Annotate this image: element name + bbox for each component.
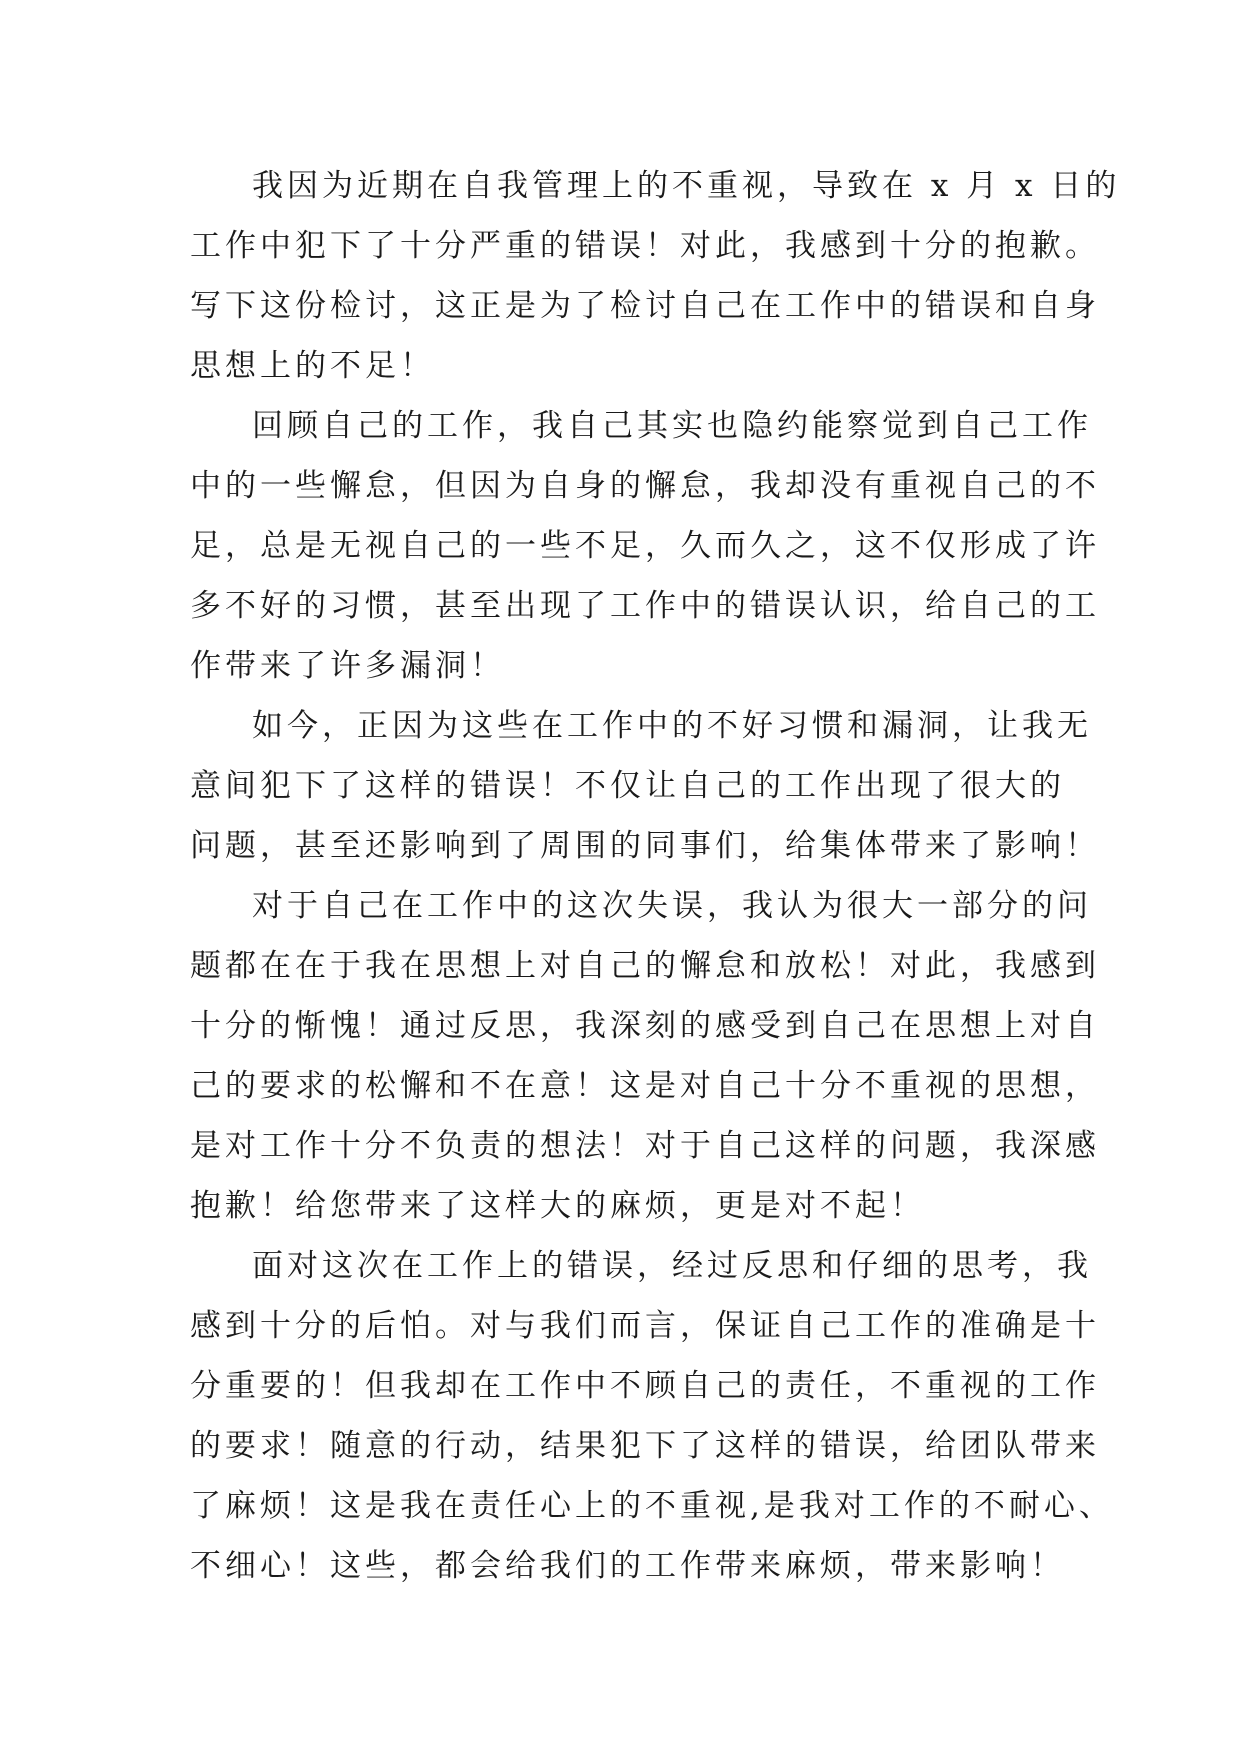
- paragraph-5: [190, 1236, 1114, 1596]
- paragraph-1: [190, 156, 1121, 396]
- text-line: 的要求！随意的行动，结果犯下了这样的错误，给团队带来: [190, 1428, 1100, 1464]
- text-line: 中的一些懈怠，但因为自身的懈怠，我却没有重视自己的不: [190, 468, 1100, 504]
- text-line: 了麻烦！这是我在责任心上的不重视,是我对工作的不耐心、: [190, 1488, 1114, 1524]
- text-line: 工作中犯下了十分严重的错误！对此，我感到十分的抱歉。: [190, 228, 1100, 264]
- text-line: 我因为近期在自我管理上的不重视，导致在 x 月 x 日的: [252, 168, 1121, 204]
- text-line: 问题，甚至还影响到了周围的同事们，给集体带来了影响！: [190, 828, 1100, 864]
- text-line: 对于自己在工作中的这次失误，我认为很大一部分的问: [252, 888, 1092, 924]
- text-line: 分重要的！但我却在工作中不顾自己的责任，不重视的工作: [190, 1368, 1100, 1404]
- text-line: 感到十分的后怕。对与我们而言，保证自己工作的准确是十: [190, 1308, 1100, 1344]
- text-line: 思想上的不足！: [190, 348, 435, 384]
- text-line: 己的要求的松懈和不在意！这是对自己十分不重视的思想，: [190, 1068, 1100, 1104]
- text-line: 多不好的习惯，甚至出现了工作中的错误认识，给自己的工: [190, 588, 1100, 624]
- text-line: 写下这份检讨，这正是为了检讨自己在工作中的错误和自身: [190, 288, 1100, 324]
- text-line: 意间犯下了这样的错误！不仅让自己的工作出现了很大的: [190, 768, 1065, 804]
- text-line: 抱歉！给您带来了这样大的麻烦，更是对不起！: [190, 1188, 925, 1224]
- text-line: 回顾自己的工作，我自己其实也隐约能察觉到自己工作: [252, 408, 1092, 444]
- text-line: 面对这次在工作上的错误，经过反思和仔细的思考，我: [252, 1248, 1092, 1284]
- document-body: [190, 156, 1121, 1596]
- paragraph-4: [190, 876, 1100, 1236]
- text-line: 不细心！这些，都会给我们的工作带来麻烦，带来影响！: [190, 1548, 1065, 1584]
- text-line: 如今，正因为这些在工作中的不好习惯和漏洞，让我无: [252, 708, 1092, 744]
- text-line: 十分的惭愧！通过反思，我深刻的感受到自己在思想上对自: [190, 1008, 1100, 1044]
- paragraph-2: [190, 396, 1100, 696]
- text-line: 是对工作十分不负责的想法！对于自己这样的问题，我深感: [190, 1128, 1100, 1164]
- text-line: 作带来了许多漏洞！: [190, 648, 505, 684]
- text-line: 题都在在于我在思想上对自己的懈怠和放松！对此，我感到: [190, 948, 1100, 984]
- text-line: 足，总是无视自己的一些不足，久而久之，这不仅形成了许: [190, 528, 1100, 564]
- paragraph-3: [190, 696, 1100, 876]
